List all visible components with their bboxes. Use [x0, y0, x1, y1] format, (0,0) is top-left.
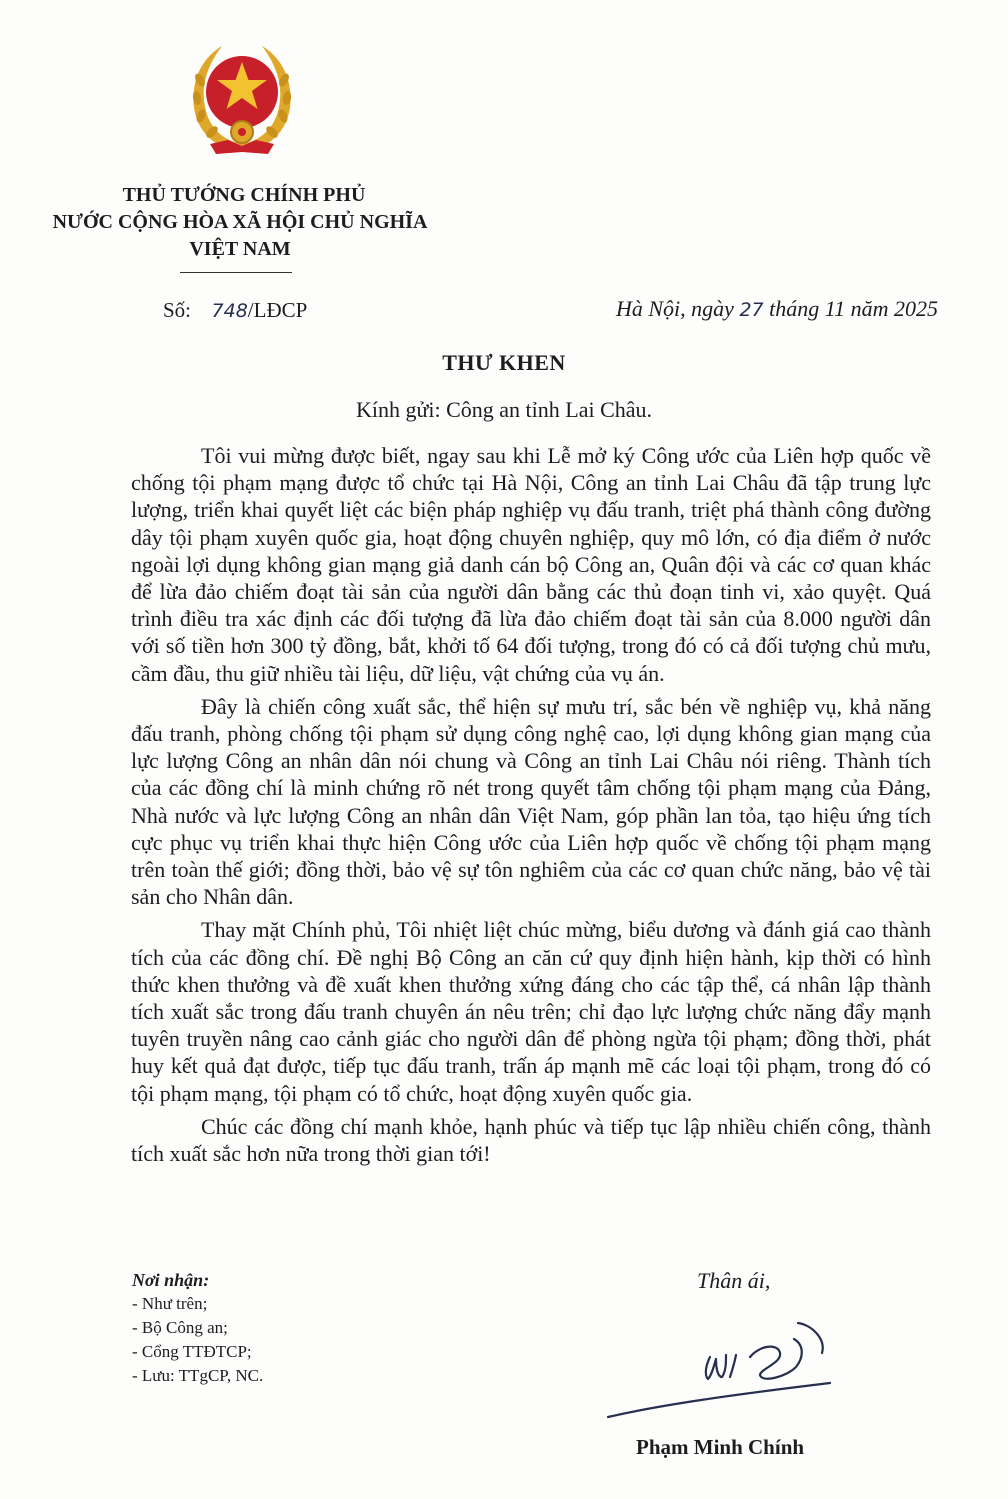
recipient-item: - Như trên; — [132, 1294, 208, 1313]
place-date-before: Hà Nội, ngày — [615, 296, 734, 321]
salutation: Kính gửi: Công an tỉnh Lai Châu. — [355, 397, 653, 422]
place-date-day: 27 — [739, 299, 764, 321]
recipient-item: - Cổng TTĐTCP; — [132, 1342, 252, 1361]
paragraph: Chúc các đồng chí mạnh khỏe, hạnh phúc và tiếp tục lập nhiều chiến công, thành tích xuất sắc hơn nữa trong thời gian tới! — [131, 1113, 931, 1167]
letter-title: THƯ KHEN — [442, 350, 566, 375]
issuer-line-2: NƯỚC CỘNG HÒA XÃ HỘI CHỦ NGHĨA — [52, 211, 428, 233]
letter-body — [131, 442, 931, 1173]
recipient-item: - Lưu: TTgCP, NC. — [132, 1366, 264, 1385]
issuer-line-3: VIỆT NAM — [189, 238, 291, 260]
issuer-line-1: THỦ TƯỚNG CHÍNH PHỦ — [122, 184, 366, 206]
place-and-date — [616, 296, 938, 322]
paragraph: Thay mặt Chính phủ, Tôi nhiệt liệt chúc mừng, biểu dương và đánh giá cao thành tích của các đồng chí. Đề nghị Bộ Công an căn cứ quy định hiện hành, kịp thời có hình thức khen thưởng và đề xuất khen thưởng xứng đáng cho các tập thể, cá nhân lập thành tích xuất sắc trong đấu tranh chuyên án nêu trên; chỉ đạo lực lượng chức năng đẩy mạnh tuyên truyền nâng cao cảnh giác cho người dân để phòng ngừa tội phạm; đồng thời, phát huy kết quả đạt được, tiếp tục đấu tranh, trấn áp mạnh mẽ các loại tội phạm, trong đó có tội phạm mạng, tội phạm có tổ chức, hoạt động xuyên quốc gia. — [131, 917, 931, 1106]
document-number-prefix: Số: — [163, 298, 192, 322]
paragraph: Đây là chiến công xuất sắc, thể hiện sự mưu trí, sắc bén về nghiệp vụ, khả năng đấu tranh, phòng chống tội phạm sử dụng công nghệ cao, lợi dụng không gian mạng của lực lượng Công an nhân dân nói chung và Công an tỉnh Lai Châu nói riêng. Thành tích của các đồng chí là minh chứng rõ nét trong quyết tâm chống tội phạm mạng của Đảng, Nhà nước và lực lượng Công an nhân dân Việt Nam, góp phần lan tỏa, tạo hiệu ứng tích cực phục vụ triển khai thực hiện Công ước của Liên hợp quốc về chống tội phạm mạng trên toàn thế giới; đồng thời, bảo vệ sự tôn nghiêm của các cơ quan chức năng, bảo vệ tài sản cho Nhân dân. — [131, 693, 931, 910]
recipients-block — [132, 1268, 263, 1388]
issuer-header — [0, 182, 480, 263]
document-number-suffix: /LĐCP — [247, 298, 308, 322]
place-date-after: tháng 11 năm 2025 — [769, 296, 938, 321]
signer-name: Phạm Minh Chính — [636, 1435, 805, 1459]
header-divider — [180, 272, 292, 273]
document-number-value: 748 — [211, 300, 248, 322]
recipient-item: - Bộ Công an; — [132, 1318, 228, 1337]
recipients-heading: Nơi nhận: — [132, 1270, 210, 1290]
document-number — [163, 298, 307, 323]
national-emblem-icon — [188, 40, 296, 160]
closing-phrase: Thân ái, — [697, 1268, 771, 1293]
handwritten-signature-icon — [600, 1305, 835, 1425]
paragraph: Tôi vui mừng được biết, ngay sau khi Lễ mở ký Công ước của Liên hợp quốc về chống tội phạm mạng được tổ chức tại Hà Nội, Công an tỉnh Lai Châu đã tập trung lực lượng, triển khai quyết liệt các biện pháp nghiệp vụ đấu tranh, triệt phá thành công đường dây tội phạm xuyên quốc gia, hoạt động chuyên nghiệp, quy mô lớn, có địa điểm ở nước ngoài lợi dụng không gian mạng giả danh cán bộ Công an, Quân đội và các cơ quan khác để lừa đảo chiếm đoạt tài sản của người dân bằng các thủ đoạn tinh vi, xảo quyệt. Quá trình điều tra xác định các đối tượng đã lừa đảo chiếm đoạt tài sản của 8.000 người dân với số tiền hơn 300 tỷ đồng, bắt, khởi tố 64 đối tượng, trong đó có cả đối tượng chủ mưu, cầm đầu, thu giữ nhiều tài liệu, dữ liệu, vật chứng của vụ án. — [131, 443, 931, 686]
